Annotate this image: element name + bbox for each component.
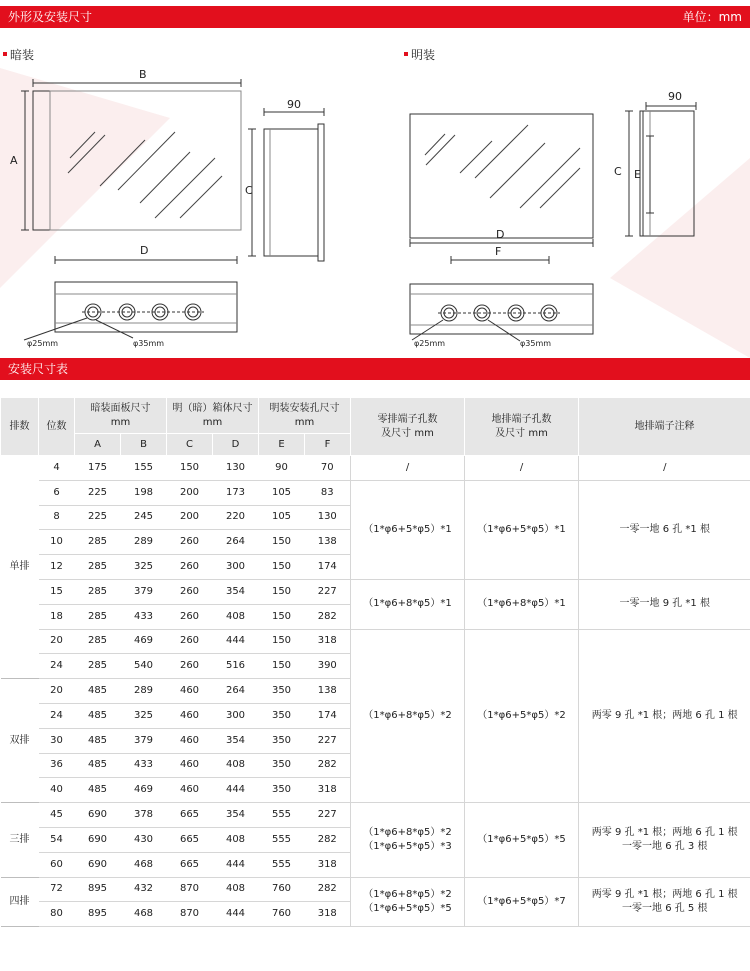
table-cell: 175 [75, 456, 121, 481]
table-cell: 378 [121, 803, 167, 828]
table-cell: 354 [213, 728, 259, 753]
terminal-note: / [579, 456, 750, 481]
table-cell: 485 [75, 778, 121, 803]
dim-C-surface: C [614, 165, 622, 178]
table-cell: 282 [305, 877, 351, 902]
table-row [1, 629, 750, 654]
table-cell: 200 [167, 480, 213, 505]
table-cell: 444 [213, 629, 259, 654]
terminal-neutral: （1*φ6+8*φ5）*2 （1*φ6+5*φ5）*5 [351, 877, 465, 927]
table-cell: 690 [75, 803, 121, 828]
table-cell: 760 [259, 902, 305, 927]
th-box: 明（暗）箱体尺寸 mm [167, 398, 259, 434]
table-cell: 379 [121, 728, 167, 753]
terminal-neutral: （1*φ6+8*φ5）*1 [351, 579, 465, 629]
table-cell: 282 [305, 827, 351, 852]
terminal-note: 两零 9 孔 *1 根；两地 6 孔 1 根 一零一地 6 孔 5 根 [579, 877, 750, 927]
table-cell: 198 [121, 480, 167, 505]
table-cell: 30 [39, 728, 75, 753]
table-cell: 285 [75, 530, 121, 555]
dim-A: A [10, 154, 18, 167]
table-cell: 430 [121, 827, 167, 852]
table-row [1, 456, 750, 481]
table-cell: 300 [213, 703, 259, 728]
dim-B: B [139, 68, 147, 81]
table-cell: 318 [305, 778, 351, 803]
table-cell: 24 [39, 703, 75, 728]
table-cell: 444 [213, 902, 259, 927]
dim-90: 90 [287, 98, 301, 111]
terminal-ground: （1*φ6+5*φ5）*7 [465, 877, 579, 927]
th-panel: 暗装面板尺寸 mm [75, 398, 167, 434]
table-cell: 460 [167, 728, 213, 753]
table-cell: 4 [39, 456, 75, 481]
table-cell: 690 [75, 827, 121, 852]
dimension-labels [0, 28, 750, 358]
table-cell: 485 [75, 753, 121, 778]
table-cell: 350 [259, 703, 305, 728]
terminal-neutral: （1*φ6+5*φ5）*1 [351, 480, 465, 579]
table-cell: 318 [305, 852, 351, 877]
section-title: 安装尺寸表 [8, 362, 69, 376]
table-cell: 20 [39, 629, 75, 654]
terminal-note: 一零一地 9 孔 *1 根 [579, 579, 750, 629]
table-cell: 318 [305, 902, 351, 927]
table-cell: 485 [75, 679, 121, 704]
table-cell: 408 [213, 753, 259, 778]
table-cell: 260 [167, 629, 213, 654]
terminal-ground: （1*φ6+5*φ5）*5 [465, 803, 579, 877]
table-cell: 174 [305, 555, 351, 580]
table-cell: 285 [75, 629, 121, 654]
th-C: C [167, 434, 213, 456]
row-group-label: 三排 [1, 803, 39, 877]
row-group-label: 单排 [1, 456, 39, 679]
table-cell: 325 [121, 555, 167, 580]
terminal-ground: （1*φ6+5*φ5）*1 [465, 480, 579, 579]
table-cell: 460 [167, 778, 213, 803]
th-note: 地排端子注释 [579, 398, 750, 456]
table-cell: 150 [259, 530, 305, 555]
table-cell: 485 [75, 703, 121, 728]
th-neutral: 零排端子孔数 及尺寸 mm [351, 398, 465, 456]
table-cell: 285 [75, 654, 121, 679]
table-cell: 318 [305, 629, 351, 654]
table-cell: 245 [121, 505, 167, 530]
table-cell: 227 [305, 803, 351, 828]
hole-25-label: φ25mm [27, 339, 59, 348]
dim-E: E [634, 168, 641, 181]
table-cell: 105 [259, 505, 305, 530]
table-cell: 555 [259, 852, 305, 877]
table-cell: 72 [39, 877, 75, 902]
table-cell: 432 [121, 877, 167, 902]
flush-mount-label: 暗装 [10, 48, 35, 62]
table-cell: 260 [167, 555, 213, 580]
table-cell: 289 [121, 679, 167, 704]
table-cell: 8 [39, 505, 75, 530]
table-cell: 10 [39, 530, 75, 555]
table-cell: 150 [259, 579, 305, 604]
table-cell: 264 [213, 679, 259, 704]
row-group-label: 双排 [1, 679, 39, 803]
section-title: 外形及安装尺寸 [8, 10, 93, 24]
th-row-type: 排数 [1, 398, 39, 456]
terminal-neutral: （1*φ6+8*φ5）*2 （1*φ6+5*φ5）*3 [351, 803, 465, 877]
table-cell: 70 [305, 456, 351, 481]
table-cell: 150 [259, 629, 305, 654]
table-cell: 516 [213, 654, 259, 679]
table-cell: 540 [121, 654, 167, 679]
hole-35-label: φ35mm [133, 339, 165, 348]
table-cell: 173 [213, 480, 259, 505]
table-cell: 350 [259, 778, 305, 803]
table-cell: 408 [213, 604, 259, 629]
table-cell: 433 [121, 753, 167, 778]
table-row [1, 579, 750, 604]
table-cell: 45 [39, 803, 75, 828]
table-cell: 6 [39, 480, 75, 505]
terminal-note: 一零一地 6 孔 *1 根 [579, 480, 750, 579]
table-cell: 485 [75, 728, 121, 753]
table-cell: 289 [121, 530, 167, 555]
table-cell: 354 [213, 803, 259, 828]
table-cell: 408 [213, 877, 259, 902]
table-cell: 130 [305, 505, 351, 530]
table-cell: 350 [259, 753, 305, 778]
section-header-table [0, 358, 750, 380]
table-cell: 225 [75, 505, 121, 530]
table-cell: 40 [39, 778, 75, 803]
table-cell: 155 [121, 456, 167, 481]
table-cell: 895 [75, 902, 121, 927]
table-cell: 260 [167, 654, 213, 679]
th-A: A [75, 434, 121, 456]
table-cell: 150 [259, 555, 305, 580]
table-cell: 200 [167, 505, 213, 530]
terminal-neutral: （1*φ6+8*φ5）*2 [351, 629, 465, 803]
table-cell: 379 [121, 579, 167, 604]
table-cell: 150 [259, 604, 305, 629]
table-cell: 895 [75, 877, 121, 902]
dim-F: F [495, 245, 502, 258]
table-cell: 350 [259, 679, 305, 704]
table-cell: 665 [167, 827, 213, 852]
th-ground: 地排端子孔数 及尺寸 mm [465, 398, 579, 456]
table-cell: 555 [259, 827, 305, 852]
table-cell: 408 [213, 827, 259, 852]
table-cell: 350 [259, 728, 305, 753]
table-cell: 390 [305, 654, 351, 679]
table-cell: 555 [259, 803, 305, 828]
table-cell: 260 [167, 530, 213, 555]
terminal-note: 两零 9 孔 *1 根；两地 6 孔 1 根 一零一地 6 孔 3 根 [579, 803, 750, 877]
th-D: D [213, 434, 259, 456]
table-cell: 468 [121, 852, 167, 877]
hole-25-label-surface: φ25mm [414, 339, 446, 348]
table-cell: 665 [167, 803, 213, 828]
table-cell: 282 [305, 604, 351, 629]
table-cell: 225 [75, 480, 121, 505]
terminal-ground: （1*φ6+8*φ5）*1 [465, 579, 579, 629]
table-cell: 138 [305, 679, 351, 704]
terminal-ground: （1*φ6+5*φ5）*2 [465, 629, 579, 803]
table-cell: 444 [213, 852, 259, 877]
table-cell: 227 [305, 579, 351, 604]
row-group-label: 四排 [1, 877, 39, 927]
table-cell: 433 [121, 604, 167, 629]
dim-C: C [245, 184, 253, 197]
dim-D-surface: D [496, 228, 505, 241]
table-cell: 354 [213, 579, 259, 604]
table-cell: 60 [39, 852, 75, 877]
table-cell: 260 [167, 604, 213, 629]
th-holes: 明装安装孔尺寸 mm [259, 398, 351, 434]
terminal-neutral: / [351, 456, 465, 481]
table-cell: 80 [39, 902, 75, 927]
th-E: E [259, 434, 305, 456]
table-cell: 870 [167, 902, 213, 927]
th-F: F [305, 434, 351, 456]
table-cell: 460 [167, 703, 213, 728]
table-cell: 460 [167, 753, 213, 778]
table-row [1, 480, 750, 505]
section-header-dimensions [0, 6, 750, 28]
table-cell: 150 [259, 654, 305, 679]
table-cell: 665 [167, 852, 213, 877]
terminal-note: 两零 9 孔 *1 根；两地 6 孔 1 根 [579, 629, 750, 803]
table-cell: 690 [75, 852, 121, 877]
technical-drawings [0, 28, 750, 358]
table-cell: 130 [213, 456, 259, 481]
table-cell: 325 [121, 703, 167, 728]
hole-35-label-surface: φ35mm [520, 339, 552, 348]
table-cell: 468 [121, 902, 167, 927]
table-cell: 105 [259, 480, 305, 505]
table-cell: 760 [259, 877, 305, 902]
th-B: B [121, 434, 167, 456]
dim-D: D [140, 244, 149, 257]
table-cell: 54 [39, 827, 75, 852]
unit-label: 单位：mm [682, 10, 742, 24]
table-cell: 227 [305, 728, 351, 753]
table-cell: 18 [39, 604, 75, 629]
table-cell: 285 [75, 604, 121, 629]
table-cell: 870 [167, 877, 213, 902]
table-cell: 220 [213, 505, 259, 530]
table-cell: 282 [305, 753, 351, 778]
table-cell: 460 [167, 679, 213, 704]
table-cell: 12 [39, 555, 75, 580]
install-dimension-table [0, 397, 750, 927]
table-cell: 444 [213, 778, 259, 803]
table-cell: 260 [167, 579, 213, 604]
dim-90-surface: 90 [668, 90, 682, 103]
th-positions: 位数 [39, 398, 75, 456]
table-cell: 174 [305, 703, 351, 728]
table-cell: 138 [305, 530, 351, 555]
table-cell: 83 [305, 480, 351, 505]
table-cell: 264 [213, 530, 259, 555]
surface-mount-label: 明装 [411, 48, 436, 62]
table-cell: 24 [39, 654, 75, 679]
table-cell: 20 [39, 679, 75, 704]
table-cell: 285 [75, 555, 121, 580]
table-row [1, 803, 750, 828]
terminal-ground: / [465, 456, 579, 481]
table-cell: 469 [121, 629, 167, 654]
table-cell: 15 [39, 579, 75, 604]
table-cell: 90 [259, 456, 305, 481]
table-row [1, 877, 750, 902]
table-cell: 469 [121, 778, 167, 803]
table-cell: 285 [75, 579, 121, 604]
table-cell: 150 [167, 456, 213, 481]
table-cell: 36 [39, 753, 75, 778]
table-cell: 300 [213, 555, 259, 580]
